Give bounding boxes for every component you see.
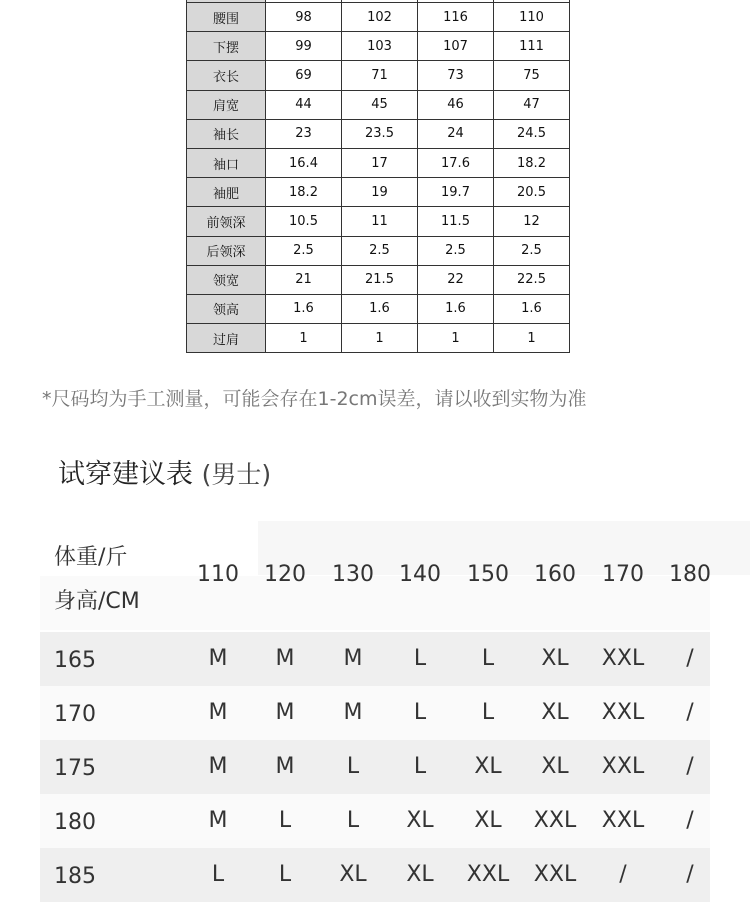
size-recommendation: XXL [533,862,577,887]
measurement-label: 领宽 [187,265,266,294]
measurement-value: 21 [266,265,342,294]
table-row [187,294,570,323]
measurement-value: 1 [342,324,418,353]
size-recommendation: / [686,862,694,887]
height-row-label: 175 [54,756,96,781]
measurement-label: 前领深 [187,207,266,236]
measurement-value: 103 [342,32,418,61]
weight-axis-label: 体重/斤 [54,545,128,570]
table-row [187,32,570,61]
fit-title-sub: (男士) [201,460,272,489]
size-recommendation: XXL [601,700,645,725]
size-recommendation: M [208,700,228,725]
table-row [40,848,710,902]
measurement-value: 23 [266,119,342,148]
size-recommendation: L [278,862,292,887]
size-recommendation: / [686,754,694,779]
measurement-value: 111 [494,32,570,61]
size-measurement-table [186,0,570,353]
size-recommendation: / [686,808,694,833]
weight-column-header: 140 [399,562,441,587]
size-recommendation: XXL [601,754,645,779]
table-row [187,324,570,353]
measurement-value: 20.5 [494,178,570,207]
table-row [40,740,710,794]
measurement-value: 99 [266,32,342,61]
measurement-value: 45 [342,90,418,119]
weight-column-header: 110 [197,562,239,587]
size-recommendation: M [275,700,295,725]
size-recommendation: L [413,646,427,671]
measurement-value: 2.5 [418,236,494,265]
weight-column-header: 170 [602,562,644,587]
weight-column-header: 150 [467,562,509,587]
table-row [187,119,570,148]
table-row [40,686,710,740]
measurement-value: 17.6 [418,148,494,177]
size-recommendation: / [686,646,694,671]
measurement-label: 衣长 [187,61,266,90]
measurement-label: 袖肥 [187,178,266,207]
measurement-value: 2.5 [494,236,570,265]
measurement-value: 2.5 [342,236,418,265]
size-recommendation: XXL [533,808,577,833]
size-recommendation: M [208,754,228,779]
measurement-label: 下摆 [187,32,266,61]
size-recommendation: XL [541,754,569,779]
fit-title-main: 试穿建议表 [58,459,193,490]
height-row-label: 165 [54,648,96,673]
measurement-value: 11 [342,207,418,236]
size-recommendation: M [343,646,363,671]
height-row-label: 180 [54,810,96,835]
weight-column-header: 120 [264,562,306,587]
size-recommendation: M [208,808,228,833]
measurement-value: 69 [266,61,342,90]
measurement-label: 领高 [187,294,266,323]
measurement-value: 75 [494,61,570,90]
size-recommendation: M [275,754,295,779]
measurement-value: 46 [418,90,494,119]
size-recommendation: L [346,808,360,833]
measurement-label: 腰围 [187,3,266,32]
table-row [187,178,570,207]
height-row-label: 185 [54,864,96,889]
size-recommendation: XL [406,862,434,887]
measurement-value: 107 [418,32,494,61]
size-recommendation: XL [474,808,502,833]
size-recommendation: XL [474,754,502,779]
measurement-value: 73 [418,61,494,90]
measurement-label: 肩宽 [187,90,266,119]
measurement-value: 21.5 [342,265,418,294]
measurement-value: 98 [266,3,342,32]
measurement-label: 过肩 [187,324,266,353]
size-recommendation: L [481,700,495,725]
measurement-label: 袖长 [187,119,266,148]
size-recommendation: M [343,700,363,725]
table-row [187,61,570,90]
measurement-value: 1.6 [418,294,494,323]
height-row-label: 170 [54,702,96,727]
size-recommendation: M [208,646,228,671]
table-row [187,265,570,294]
measurement-value: 19 [342,178,418,207]
size-recommendation: L [413,754,427,779]
measurement-value: 23.5 [342,119,418,148]
measurement-value: 1.6 [342,294,418,323]
measurement-value: 10.5 [266,207,342,236]
measurement-value: 1 [494,324,570,353]
measurement-value: 12 [494,207,570,236]
table-row [187,236,570,265]
measurement-value: 102 [342,3,418,32]
measurement-value: 17 [342,148,418,177]
measurement-value: 71 [342,61,418,90]
size-recommendation: L [278,808,292,833]
size-recommendation: L [413,700,427,725]
measurement-label: 后领深 [187,236,266,265]
measurement-value: 1 [418,324,494,353]
weight-column-header: 160 [534,562,576,587]
measurement-value: 24.5 [494,119,570,148]
measurement-value: 11.5 [418,207,494,236]
measurement-value: 1 [266,324,342,353]
size-recommendation: L [211,862,225,887]
measurement-value: 2.5 [266,236,342,265]
weight-column-header: 130 [332,562,374,587]
table-row [40,632,710,686]
size-recommendation: XL [339,862,367,887]
size-recommendation: XL [541,646,569,671]
size-recommendation: XL [541,700,569,725]
table-row [187,3,570,32]
weight-column-header: 180 [669,562,711,587]
measurement-value: 22.5 [494,265,570,294]
size-recommendation: L [346,754,360,779]
measurement-value: 110 [494,3,570,32]
table-row [187,90,570,119]
size-recommendation: M [275,646,295,671]
fit-suggestion-title [58,452,271,491]
table-row [40,794,710,848]
measurement-note: *尺码均为手工测量，可能会存在1-2cm误差，请以收到实物为准 [42,388,587,410]
size-recommendation: XL [406,808,434,833]
measurement-value: 1.6 [266,294,342,323]
height-axis-label: 身高/CM [54,589,140,614]
size-recommendation: XXL [601,646,645,671]
measurement-value: 22 [418,265,494,294]
size-recommendation: / [686,700,694,725]
size-recommendation: / [619,862,627,887]
table-row [187,207,570,236]
measurement-value: 18.2 [266,178,342,207]
measurement-value: 116 [418,3,494,32]
fit-table-header [40,532,710,630]
size-recommendation: XXL [601,808,645,833]
table-row [187,148,570,177]
measurement-value: 16.4 [266,148,342,177]
measurement-value: 1.6 [494,294,570,323]
measurement-label: 袖口 [187,148,266,177]
measurement-value: 19.7 [418,178,494,207]
measurement-value: 24 [418,119,494,148]
size-recommendation: XXL [466,862,510,887]
size-recommendation: L [481,646,495,671]
measurement-value: 18.2 [494,148,570,177]
measurement-value: 44 [266,90,342,119]
measurement-value: 47 [494,90,570,119]
